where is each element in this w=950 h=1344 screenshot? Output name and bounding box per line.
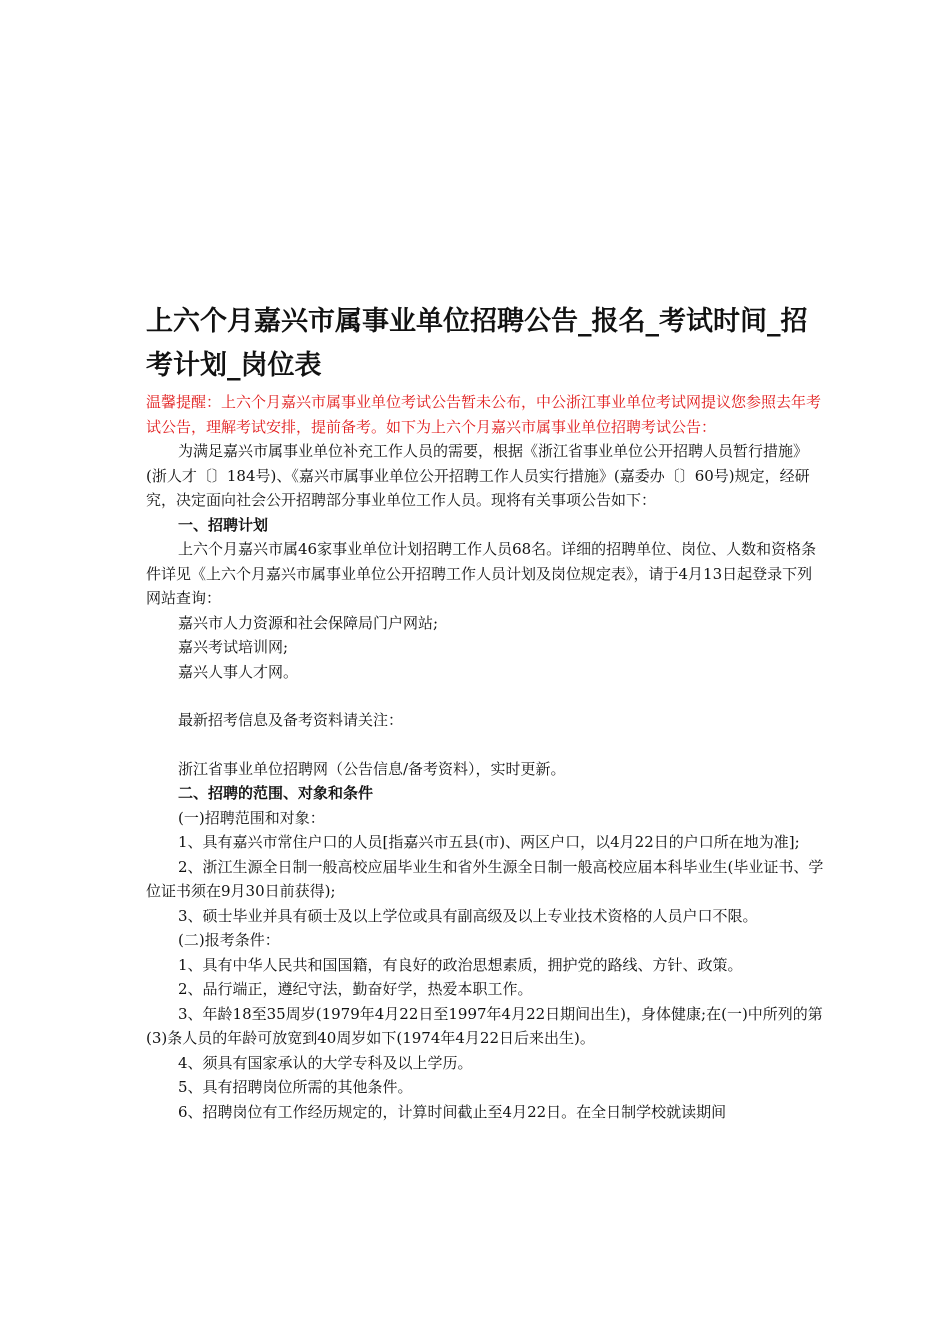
condition-item: 4、须具有国家承认的大学专科及以上学历。 [178, 1053, 473, 1072]
condition-item: 2、品行端正，遵纪守法，勤奋好学，热爱本职工作。 [178, 980, 533, 998]
document-page [146, 300, 826, 1124]
subheading-conditions: (二)报考条件： [178, 931, 280, 949]
scope-item: 3、硕士毕业并具有硕士及以上学位或具有副高级及以上专业技术资格的人员户口不限。 [178, 906, 758, 925]
site-item: 嘉兴人事人才网。 [178, 662, 299, 681]
zhejiang-site-line: 浙江省事业单位招聘网（公告信息/备考资料），实时更新。 [178, 759, 566, 778]
reminder-notice: 温馨提醒：上六个月嘉兴市属事业单位考试公告暂未公布，中公浙江事业单位考试网提议您参照去年考试公告，理解考试安排，提前备考。如下为上六个月嘉兴市属事业单位招聘考试公告： [146, 393, 822, 436]
scope-item: 1、具有嘉兴市常住户口的人员[指嘉兴市五县(市)、两区户口，以4月22日的户口所在地为准]; [178, 833, 800, 851]
condition-item: 1、具有中华人民共和国国籍，有良好的政治思想素质，拥护党的路线、方针、政策。 [178, 955, 743, 974]
site-item: 嘉兴考试培训网; [178, 638, 289, 656]
condition-item: 3、年龄18至35周岁(1979年4月22日至1997年4月22日期间出生)，身体健康;在(一)中所列的第(3)条人员的年龄可放宽到40周岁如下(1974年4月22日后来出生)。 [146, 1004, 823, 1047]
spacer [146, 684, 826, 708]
condition-item: 6、招聘岗位有工作经历规定的，计算时间截止至4月22日。在全日制学校就读期间 [178, 1102, 727, 1121]
subheading-scope: (一)招聘范围和对象： [178, 808, 325, 827]
spacer [146, 733, 826, 757]
document-title: 上六个月嘉兴市属事业单位招聘公告_报名_考试时间_招考计划_岗位表 [146, 306, 808, 381]
intro-paragraph: 为满足嘉兴市属事业单位补充工作人员的需要，根据《浙江省事业单位公开招聘人员暂行措施》(浙人才〔〕184号)、《嘉兴市属事业单位公开招聘工作人员实行措施》(嘉委办〔〕60号)规定，经研究，决定面向社会公开招聘部分事业单位工作人员。现将有关事项公告如下： [146, 442, 810, 509]
condition-item: 5、具有招聘岗位所需的其他条件。 [178, 1078, 413, 1096]
section-heading-plan: 一、招聘计划 [178, 515, 269, 534]
section-heading-scope: 二、招聘的范围、对象和条件 [178, 784, 374, 802]
scope-item: 2、浙江生源全日制一般高校应届毕业生和省外生源全日制一般高校应届本科毕业生(毕业证书、学位证书须在9月30日前获得); [146, 857, 824, 900]
follow-line: 最新招考信息及备考资料请关注： [178, 711, 404, 729]
site-item: 嘉兴市人力资源和社会保障局门户网站; [178, 613, 439, 632]
plan-paragraph: 上六个月嘉兴市属46家事业单位计划招聘工作人员68名。详细的招聘单位、岗位、人数和资格条件详见《上六个月嘉兴市属事业单位公开招聘工作人员计划及岗位规定表》，请于4月13日起登录下列网站查询： [146, 540, 817, 607]
